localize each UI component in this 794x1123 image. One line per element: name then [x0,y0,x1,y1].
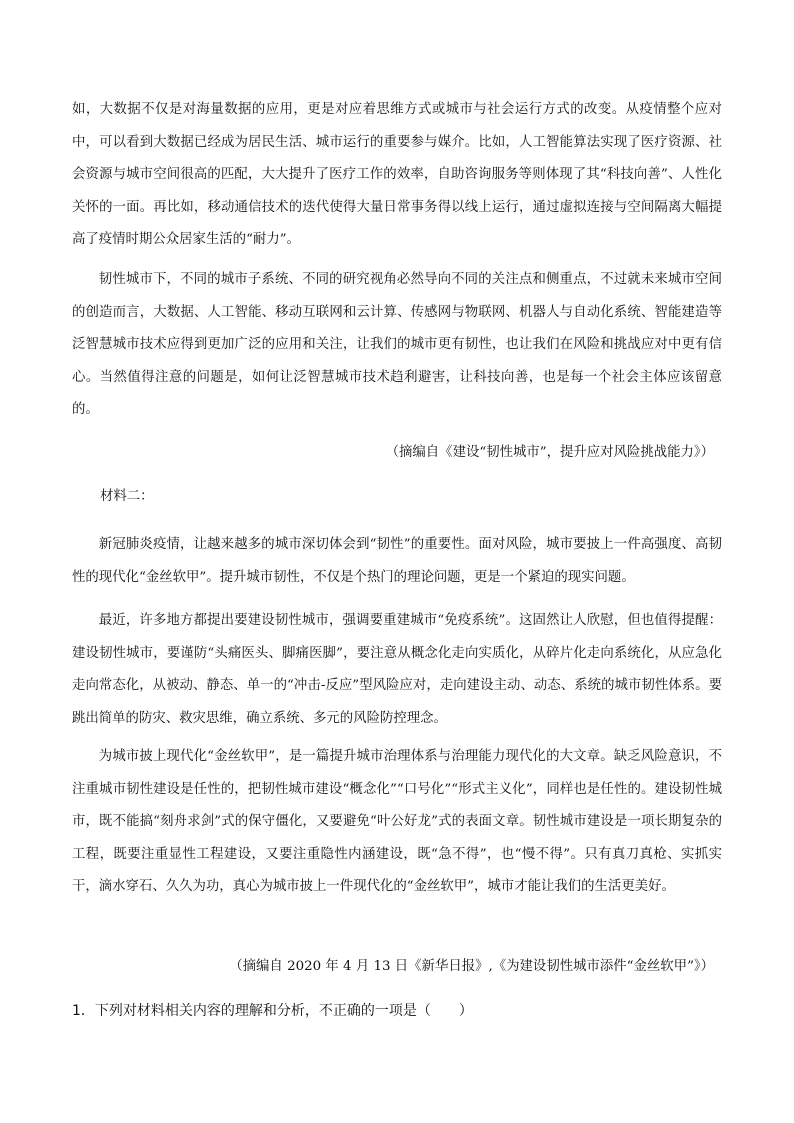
paragraph-3: 新冠肺炎疫情，让越来越多的城市深切体会到“韧性”的重要性。面对风险，城市要披上一件高强度、高韧性的现代化“金丝软甲”。提升城市韧性，不仅是个热门的理论问题，更是一个紧迫的现实问题。 [72,537,722,585]
paragraph-4: 最近，许多地方都提出要建设韧性城市，强调要重建城市“免疫系统”。这固然让人欣慰，但也值得提醒：建设韧性城市，要谨防“头痛医头、脚痛医脚”，要注意从概念化走向实质化，从碎片化走向系统化，从应急化走向常态化，从被动、静态、单一的“冲击-反应”型风险应对，走向建设主动、动态、系统的城市韧性体系。要跳出简单的防灾、救灾思维，确立系统、多元的风险防控理念。 [72,613,722,726]
source-citation-1: （摘编自《建设“韧性城市”，提升应对风险挑战能力》） [385,445,714,460]
source-citation-2: （摘编自 2020 年 4 月 13 日《新华日报》,《为建设韧性城市添件“金丝软甲”》） [229,959,714,974]
paragraph-2: 韧性城市下，不同的城市子系统、不同的研究视角必然导向不同的关注点和侧重点，不过就未来城市空间的创造而言，大数据、人工智能、移动互联网和云计算、传感网与物联网、机器人与自动化系统、智能建造等泛智慧城市技术应得到更加广泛的应用和关注，让我们的城市更有韧性，也让我们在风险和挑战应对中更有信心。当然值得注意的问题是，如何让泛智慧城市技术趋利避害，让科技向善，也是每一个社会主体应该留意的。 [72,272,722,417]
paragraph-1: 如，大数据不仅是对海量数据的应用，更是对应着思维方式或城市与社会运行方式的改变。从疫情整个应对中，可以看到大数据已经成为居民生活、城市运行的重要参与媒介。比如，人工智能算法实现了医疗资源、社会资源与城市空间很高的匹配，大大提升了医疗工作的效率，自助咨询服务等则体现了其“科技向善”、人性化关怀的一面。再比如，移动通信技术的迭代使得大量日常事务得以线上运行，通过虚拟连接与空间隔离大幅提高了疫情时期公众居家生活的“耐力”。 [72,102,722,247]
paragraph-5: 为城市披上现代化“金丝软甲”，是一篇提升城市治理体系与治理能力现代化的大文章。缺乏风险意识，不注重城市韧性建设是任性的，把韧性城市建设“概念化”“口号化”“形式主义化”，同样也是任性的。建设韧性城市，既不能搞“刻舟求剑”式的保守僵化，又要避免“叶公好龙”式的表面文章。韧性城市建设是一项长期复杂的工程，既要注重显性工程建设，又要注重隐性内涵建设，既“急不得”，也“慢不得”。只有真刀真枪、实抓实干，滴水穿石、久久为功，真心为城市披上一件现代化的“金丝软甲”，城市才能让我们的生活更美好。 [72,749,722,894]
question-1: 1．下列对材料相关内容的理解和分析，不正确的一项是（ ） [72,1003,473,1019]
material-2-label: 材料二： [100,489,154,504]
